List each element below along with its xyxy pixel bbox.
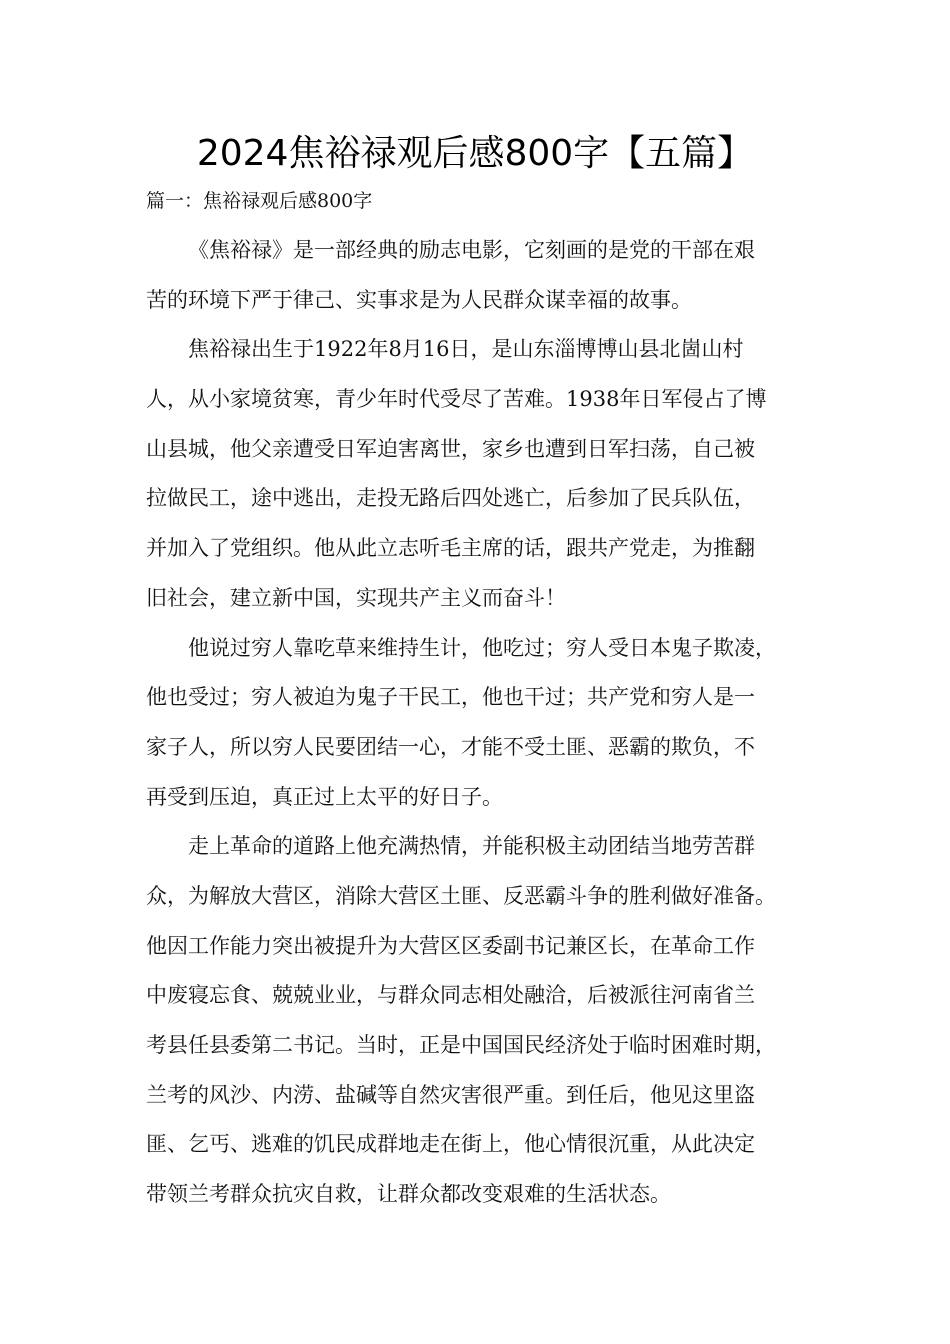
paragraph-line: 并加入了党组织。他从此立志听毛主席的话，跟共产党走，为推翻 (146, 536, 755, 561)
paragraph-line: 《焦裕禄》是一部经典的励志电影，它刻画的是党的干部在艰 (188, 238, 755, 262)
paragraph (146, 822, 818, 1220)
paragraph-line: 山县城，他父亲遭受日军迫害离世，家乡也遭到日军扫荡，自己被 (146, 436, 755, 461)
paragraph-line: 众，为解放大营区，消除大营区土匪、反恶霸斗争的胜利做好准备。 (146, 883, 776, 908)
paragraph-line: 走上革命的道路上他充满热情，并能积极主动团结当地劳苦群 (188, 834, 755, 859)
paragraph-line: 匪、乞丐、逃难的饥民成群地走在街上，他心情很沉重，从此决定 (146, 1132, 755, 1157)
paragraph-line: 考县任县委第二书记。当时，正是中国国民经济处于临时困难时期， (146, 1033, 776, 1057)
section-heading: 篇一：焦裕禄观后感800字 (146, 190, 373, 212)
document-body (146, 226, 818, 1220)
paragraph-line: 带领兰考群众抗灾自救，让群众都改变艰难的生活状态。 (146, 1182, 671, 1207)
paragraph-line: 人，从小家境贫寒，青少年时代受尽了苦难。1938年日军侵占了博 (146, 387, 767, 412)
paragraph-line: 旧社会，建立新中国，实现共产主义而奋斗！ (146, 585, 566, 610)
paragraph-line: 他因工作能力突出被提升为大营区区委副书记兼区长，在革命工作 (146, 933, 755, 958)
paragraph (146, 624, 818, 823)
paragraph-line: 他也受过；穷人被迫为鬼子干民工，他也干过；共产党和穷人是一 (146, 685, 755, 710)
paragraph (146, 226, 818, 325)
paragraph-line: 拉做民工，途中逃出，走投无路后四处逃亡，后参加了民兵队伍， (146, 486, 755, 511)
paragraph-line: 中废寝忘食、兢兢业业，与群众同志相处融洽，后被派往河南省兰 (146, 983, 755, 1008)
paragraph (146, 325, 818, 623)
paragraph-line: 苦的环境下严于律己、实事求是为人民群众谋幸福的故事。 (146, 287, 692, 312)
document-title: 2024焦裕禄观后感800字【五篇】 (196, 133, 754, 174)
paragraph-line: 他说过穷人靠吃草来维持生计，他吃过；穷人受日本鬼子欺凌， (188, 635, 776, 660)
paragraph-line: 家子人，所以穷人民要团结一心，才能不受土匪、恶霸的欺负，不 (146, 734, 755, 759)
paragraph-line: 兰考的风沙、内涝、盐碱等自然灾害很严重。到任后，他见这里盗 (146, 1082, 755, 1107)
paragraph-line: 再受到压迫，真正过上太平的好日子。 (146, 784, 503, 809)
paragraph-line: 焦裕禄出生于1922年8月16日，是山东淄博博山县北崮山村 (188, 337, 744, 362)
